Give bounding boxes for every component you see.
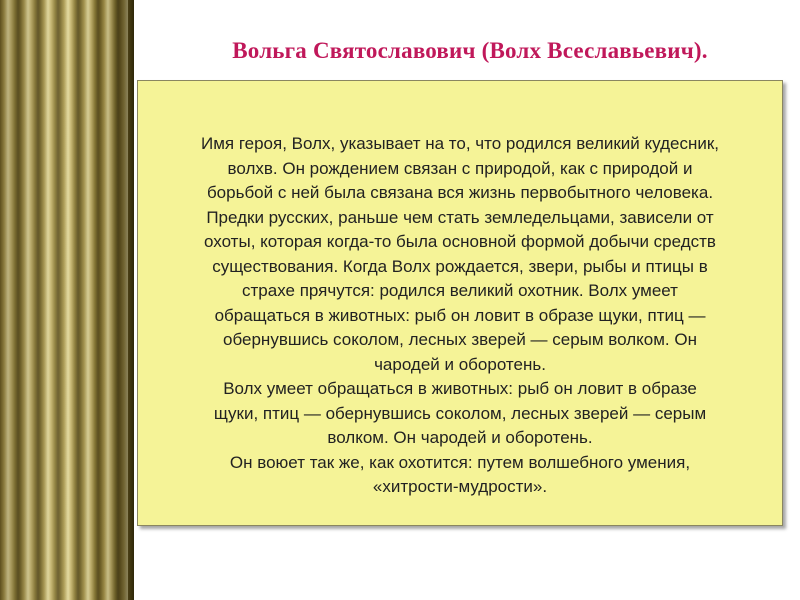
text-line: обращаться в животных: рыб он ловит в образе щуки, птиц — xyxy=(214,305,706,325)
text-line: существования. Когда Волх рождается, звери, рыбы и птицы в xyxy=(212,256,708,276)
text-line: «хитрости-мудрости». xyxy=(372,477,548,496)
text-line: Предки русских, раньше чем стать земледельцами, зависели от xyxy=(206,207,714,227)
text-box xyxy=(137,80,783,526)
paragraph-3 xyxy=(138,451,782,500)
text-line: волхв. Он рождением связан с природой, как с природой и xyxy=(227,158,693,178)
text-line: страхе прячутся: родился великий охотник. Волх умеет xyxy=(242,281,678,300)
curtain-edge xyxy=(128,0,134,600)
paragraph-2 xyxy=(138,377,782,451)
text-line: волком. Он чародей и оборотень. xyxy=(327,428,593,447)
text-line: Волх умеет обращаться в животных: рыб он ловит в образе xyxy=(223,379,697,398)
text-line: охоты, которая когда-то была основной формой добычи средств xyxy=(204,232,716,251)
text-line: Имя героя, Волх, указывает на то, что родился великий кудесник, xyxy=(200,134,720,153)
text-line: обернувшись соколом, лесных зверей — серым волком. Он xyxy=(223,330,697,349)
paragraph-1 xyxy=(138,132,782,377)
text-line: щуки, птиц — обернувшись соколом, лесных зверей — серым xyxy=(213,403,707,423)
text-line: Он воюет так же, как охотится: путем волшебного умения, xyxy=(229,452,691,472)
text-line: чародей и оборотень. xyxy=(374,354,546,374)
curtain-shading xyxy=(0,0,134,600)
slide-title: Вольга Святославович (Волх Всеславьевич). xyxy=(232,38,708,63)
text-line: борьбой с ней была связана вся жизнь первобытного человека. xyxy=(206,183,714,202)
